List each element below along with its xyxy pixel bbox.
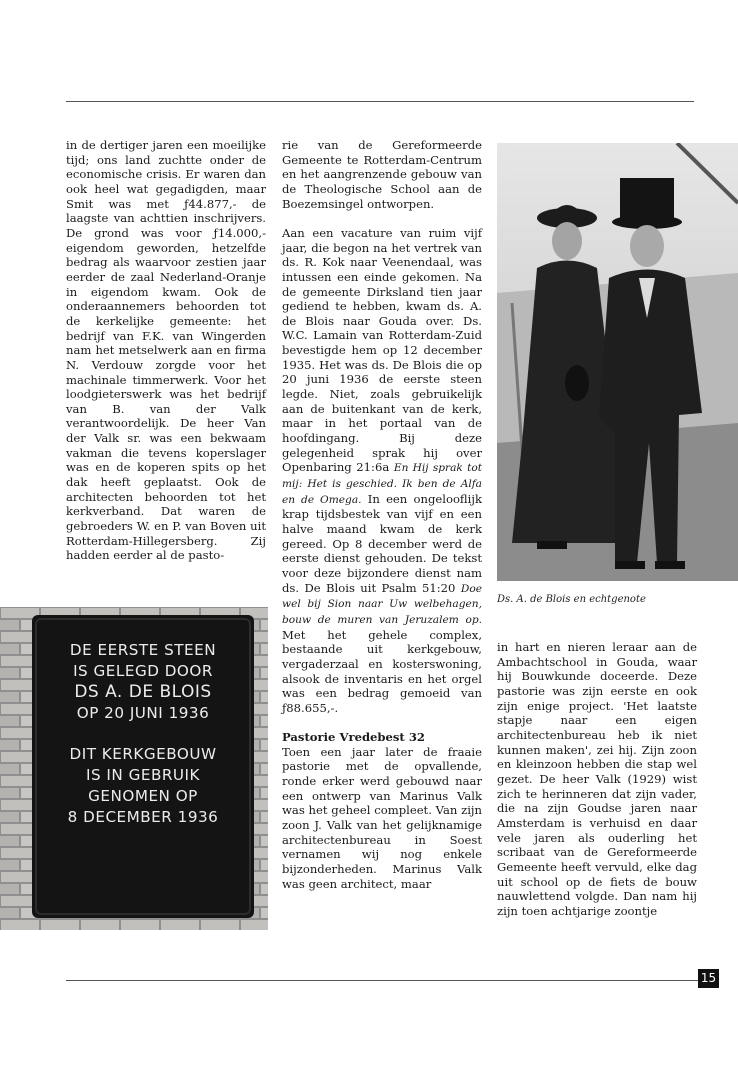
page-number: 15	[698, 969, 719, 988]
couple-photo-icon	[497, 143, 738, 581]
plaque-gap	[36, 724, 250, 744]
column-2	[282, 138, 482, 891]
plaque-line: OP 20 JUNI 1936	[76, 704, 210, 722]
plaque-line: GENOMEN OP	[88, 787, 198, 805]
column-3-paragraph: in hart en nieren leraar aan de Ambachtschool in Gouda, waar hij Bouwkunde doceerde. Deze pastorie was zijn eerste en ook zijn enige project. 'Het laatste stapje naar een eigen architectenbureau heb ik niet kunnen maken', zei hij. Zijn zoon en kleinzoon hebben die stap wel gezet. De heer Valk (1929) wist zich te herinneren dat zijn vader, die na zijn Goudse jaren naar Amsterdam is verhuisd en daar vele jaren als ouderling het scribaat van de Gereformeerde Gemeente heeft vervuld, elke dag uit school op de fiets de bouw nauwlettend volgde. Dan nam hij zijn toen achtjarige zoontje	[497, 640, 697, 918]
plaque-inscription	[36, 620, 250, 828]
bible-quote-psalm: Doe wel bij Sion naar Uw welbehagen, bouw de muren van Jeruzalem op.	[282, 582, 482, 626]
column-3	[497, 640, 697, 918]
photo-couple	[497, 143, 738, 581]
plaque-line: DE EERSTE STEEN	[69, 641, 217, 659]
bible-quote-revelation: En Hij sprak tot mij: Het is geschied. Ik ben de Alfa en de Omega.	[282, 462, 483, 506]
column-1	[66, 138, 266, 563]
column-1-paragraph: in de dertiger jaren een moeilijke tijd; ons land zuchtte onder de economische crisis. Er waren dan ook heel wat gegadigden, maar Smit was met ƒ44.877,- de laagste van achttien inschrijvers. De grond was voor ƒ14.000,- eigendom geworden, hetzelfde bedrag als waarvoor zestien jaar eerder de zaal Nederland-Oranje in eigendom kwam. Ook de onderaannemers behoorden tot de kerkelijke gemeente: het bedrijf van F.K. van Wingerden nam het metselwerk aan en firma N. Verdouw zorgde voor het machinale timmerwerk. Voor het loodgieterswerk was het bedrijf van B. van der Valk verantwoordelijk. De heer Van der Valk sr. was een bekwaam vakman die tevens koperslager was en de koperen spits op het dak heeft geplaatst. Ook de architecten behoorden tot het kerkverband. Dat waren de gebroeders W. en P. van Boven uit Rotterdam-Hillegersberg. Zij hadden eerder al de pasto-	[66, 138, 266, 563]
plaque-line: 8 DECEMBER 1936	[67, 808, 219, 826]
plaque-line: DIT KERKGEBOUW	[69, 745, 217, 763]
bottom-rule	[66, 980, 698, 981]
paragraph-text: Aan een vacature van ruim vijf jaar, die begon na het vertrek van ds. R. Kok naar Veenendaal, was intussen een einde gekomen. Na de gemeente Dirksland tien jaar gediend te hebben, kwam ds. A. de Blois naar Gouda over. Ds. W.C. Lamain van Rotterdam-Zuid bevestigde hem op 12 december 1935. Het was ds. De Blois die op 20 juni 1936 de eerste steen legde. Niet, zoals gebruikelijk aan de buitenkant van de kerk, maar in het portaal van de hoofdingang. Bij deze gelegenheid sprak hij over Openbaring 21:6a	[282, 225, 482, 475]
column-2-paragraph-3: Toen een jaar later de fraaie pastorie met de opvallende, ronde erker werd gebouwd naar een ontwerp van Marinus Valk was het geheel compleet. Van zijn zoon J. Valk van het gelijknamige architectenbureau in Soest vernamen wij nog enkele bijzonderheden. Marinus Valk was geen architect, maar	[282, 744, 482, 891]
plaque-line: IS IN GEBRUIK	[85, 766, 200, 784]
paragraph-text: In een ongelooflijk krap tijdsbestek van vijf en een halve maand kwam de kerk gereed. Op 8 december werd de eerste dienst gehouden. De tekst voor deze bijzondere dienst nam ds. De Blois uit Psalm 51:20	[282, 491, 482, 595]
photo-caption: Ds. A. de Blois en echtgenote	[497, 594, 646, 605]
plaque-line: IS GELEGD DOOR	[73, 662, 213, 680]
top-rule	[66, 101, 694, 102]
column-2-paragraph-1: rie van de Gereformeerde Gemeente te Rotterdam-Centrum en het aangrenzende gebouw van de Theologische School aan de Boezemsingel ontworpen.	[282, 138, 482, 211]
paragraph-text: Met het gehele complex, bestaande uit kerkgebouw, vergaderzaal en kosterswoning, alsook de inventaris en het orgel was een bedrag gemoeid van ƒ88.655,-.	[282, 627, 482, 715]
section-heading: Pastorie Vredebest 32	[282, 730, 425, 745]
column-2-paragraph-2	[282, 226, 482, 716]
plaque-line: DS A. DE BLOIS	[74, 682, 212, 702]
